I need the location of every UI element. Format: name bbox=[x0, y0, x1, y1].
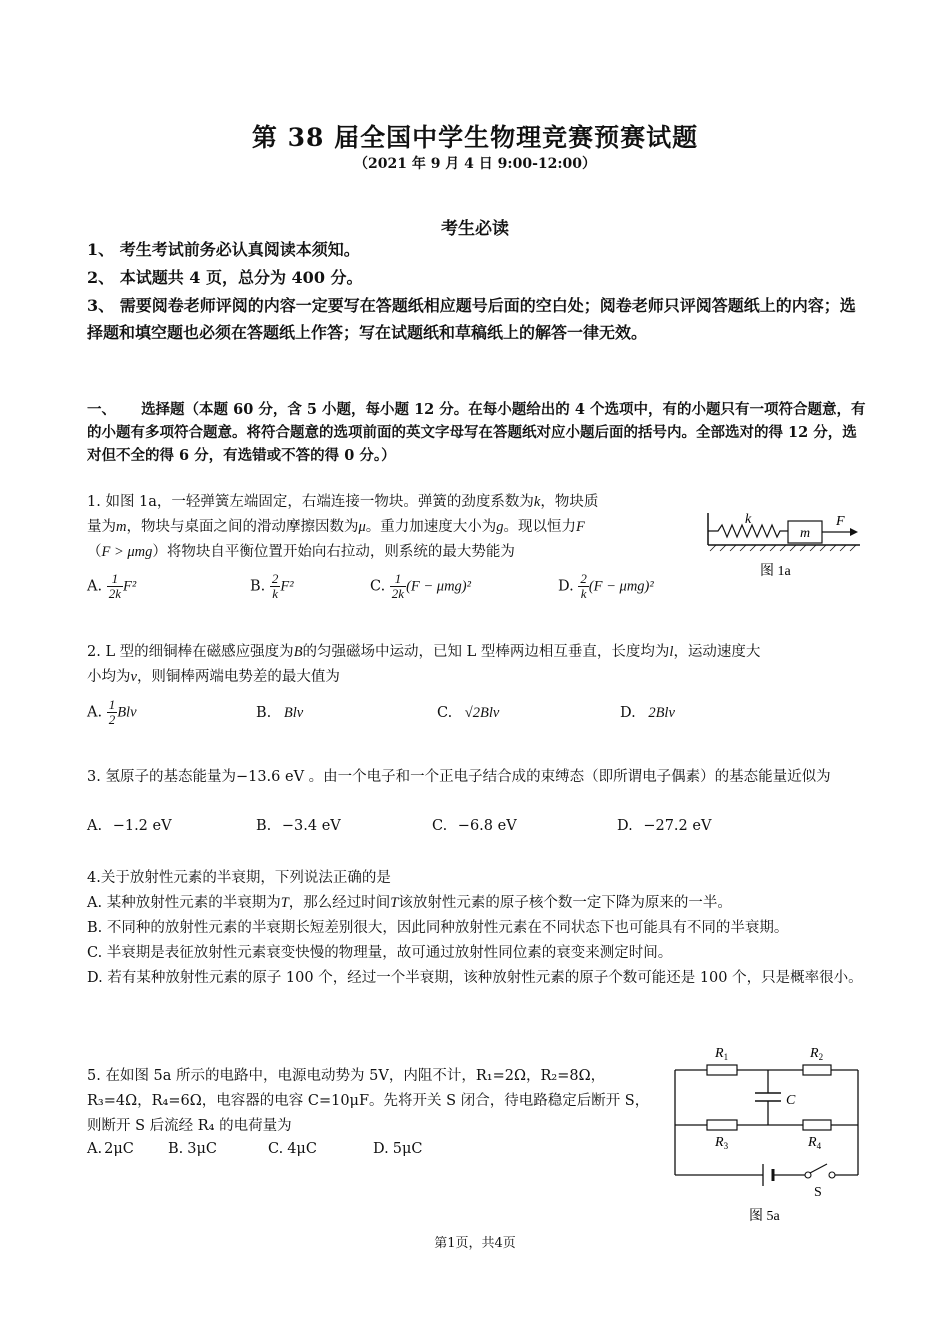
notice-rule-3: 3、 需要阅卷老师评阅的内容一定要写在答题纸相应题号后面的空白处；阅卷老师只评阅答题纸上的内容；选择题和填空题也必须在答题纸上作答；写在试题纸和草稿纸上的解答一律无效。 bbox=[87, 296, 856, 342]
q1-text-3b: ）将物块自平衡位置开始向右拉动，则系统的最大势能为 bbox=[152, 544, 515, 560]
q1-text-2b: ，物块与桌面之间的滑动摩擦因数为 bbox=[126, 519, 359, 535]
frac-den: 2k bbox=[108, 586, 121, 601]
q1-text-2d: 。现以恒力 bbox=[503, 519, 577, 535]
q1-option-a-tail: F² bbox=[122, 578, 137, 595]
q3-option-b bbox=[256, 818, 341, 834]
force-label: F bbox=[836, 514, 845, 529]
figure-5a-caption: 图 5a bbox=[749, 1209, 780, 1224]
q3-option-d-text: −27.2 eV bbox=[643, 818, 712, 834]
page-footer: 第1页，共4页 bbox=[434, 1236, 516, 1251]
resistor-r3 bbox=[707, 1120, 737, 1130]
frac-num: 1 bbox=[390, 572, 406, 587]
spring-label: k bbox=[745, 512, 752, 527]
q4-option-a bbox=[87, 891, 867, 916]
q3-option-a-text: −1.2 eV bbox=[112, 818, 172, 834]
q5-option-c bbox=[268, 1141, 317, 1157]
frac-den: k bbox=[580, 586, 587, 601]
frac-den: 2k bbox=[391, 586, 405, 601]
resistor-r2 bbox=[803, 1065, 831, 1075]
question-3-stem: 3. 氢原子的基态能量为−13.6 eV 。由一个电子和一个正电子结合成的束缚态（即所谓电子偶素）的基态能量近似为 bbox=[87, 769, 831, 785]
q3-option-d-label: D. bbox=[617, 818, 633, 834]
q2-text-1b: 的匀强磁场中运动，已知 L 型棒两边相互垂直，长度均为 bbox=[302, 644, 670, 660]
q5-option-b-text: 3μC bbox=[187, 1141, 218, 1157]
q1-option-a bbox=[87, 572, 136, 601]
force-arrowhead bbox=[850, 528, 858, 536]
q3-option-a bbox=[87, 818, 172, 834]
section-1-label: 一、 bbox=[87, 401, 116, 418]
table-hatch bbox=[710, 545, 856, 551]
q2-text-1a: 2. L 型的细铜棒在磁感应强度为 bbox=[87, 644, 294, 660]
question-2-stem bbox=[87, 640, 867, 690]
label-r1: $R_1$ bbox=[715, 1046, 729, 1062]
q1-option-c-tail: (F − μmg)² bbox=[406, 578, 471, 595]
q1-option-c bbox=[370, 572, 471, 601]
q1-option-a-fraction bbox=[107, 572, 123, 601]
q1-var-g: g bbox=[496, 519, 504, 535]
q1-option-b bbox=[250, 572, 294, 601]
q3-option-d bbox=[617, 818, 711, 834]
q5-option-d-text: 5μC bbox=[392, 1141, 423, 1157]
frac-num: 1 bbox=[108, 697, 116, 712]
q4-stem: 4.关于放射性元素的半衰期，下列说法正确的是 bbox=[87, 870, 391, 886]
resistor-r1 bbox=[707, 1065, 737, 1075]
q4-option-c: C. 半衰期是表征放射性元素衰变快慢的物理量，故可通过放射性同位素的衰变来测定时间。 bbox=[87, 945, 673, 961]
q1-var-k: k bbox=[533, 494, 541, 510]
figure-5a-circuit bbox=[665, 1040, 870, 1225]
q4-option-b: B. 不同种的放射性元素的半衰期长短差别很大，因此同种放射性元素在不同状态下也可能具有不同的半衰期。 bbox=[87, 920, 789, 936]
frac-den: 2 bbox=[108, 712, 116, 727]
figure-1a-spring-block bbox=[700, 505, 870, 585]
q1-text-2c: 。重力加速度大小为 bbox=[365, 519, 497, 535]
q2-option-d-label: D. bbox=[620, 705, 636, 721]
q1-var-mu: μ bbox=[358, 519, 366, 535]
block-label: m bbox=[800, 526, 811, 541]
q2-option-c-text: √2Blv bbox=[464, 705, 500, 721]
q4-option-d: D. 若有某种放射性元素的原子 100 个，经过一个半衰期，该种放射性元素的原子个数可能还是 100 个，只是概率很小。 bbox=[87, 970, 863, 986]
page-title: 第 38 届全国中学生物理竞赛预赛试题 bbox=[251, 123, 699, 152]
frac-num: 1 bbox=[107, 572, 123, 587]
q2-text-1c: ，运动速度大 bbox=[673, 644, 761, 660]
q1-text-2a: 量为 bbox=[87, 519, 116, 535]
q2-option-c-label: C. bbox=[437, 705, 453, 721]
q2-option-c bbox=[437, 705, 499, 722]
frac-den: k bbox=[272, 586, 279, 601]
battery bbox=[763, 1164, 773, 1186]
q1-option-a-label: A. bbox=[87, 578, 103, 595]
q4-a-text-2: ，那么经过时间 bbox=[288, 895, 391, 911]
q1-option-d-fraction bbox=[578, 572, 589, 601]
label-r2: $R_2$ bbox=[810, 1046, 824, 1062]
q4-var-T-2: T bbox=[390, 895, 399, 911]
q5-option-a bbox=[87, 1141, 134, 1157]
q1-condition: F > μmg bbox=[101, 544, 153, 560]
q3-option-b-text: −3.4 eV bbox=[281, 818, 341, 834]
question-5-stem: 5. 在如图 5a 所示的电路中，电源电动势为 5V，内阻不计，R₁=2Ω，R₂=8Ω，R₃=4Ω，R₄=6Ω，电容器的电容 C=10μF。先将开关 S 闭合，待电路稳定后断开 S，则断开 S 后流经 R₄ 的电荷量为 bbox=[87, 1068, 650, 1134]
q1-option-b-fraction bbox=[270, 572, 281, 601]
q2-text-2a: 小均为 bbox=[87, 669, 131, 685]
resistor-r4 bbox=[803, 1120, 831, 1130]
q1-text-1b: ，物块质 bbox=[540, 494, 599, 510]
notice-rule-1: 1、 考生考试前务必认真阅读本须知。 bbox=[87, 240, 360, 259]
label-switch: S bbox=[814, 1185, 822, 1200]
switch bbox=[805, 1164, 835, 1178]
q2-var-B: B bbox=[293, 644, 303, 660]
q5-option-d-label: D. bbox=[373, 1141, 389, 1157]
q1-option-d bbox=[558, 572, 654, 601]
q1-text-3a: （ bbox=[87, 544, 102, 560]
q2-option-b-label: B. bbox=[256, 705, 272, 721]
notice-rule-2: 2、 本试题共 4 页，总分为 400 分。 bbox=[87, 268, 363, 287]
frac-num: 2 bbox=[580, 571, 587, 586]
question-1-stem bbox=[87, 490, 687, 565]
label-capacitor: C bbox=[786, 1093, 796, 1108]
q5-option-b-label: B. bbox=[168, 1141, 184, 1157]
q2-option-b-text: Blv bbox=[283, 705, 304, 721]
section-1-instructions bbox=[87, 398, 867, 467]
exam-date: （2021 年 9 月 4 日 9:00-12:00） bbox=[353, 156, 597, 172]
q5-option-c-text: 4μC bbox=[287, 1141, 317, 1157]
q5-option-d bbox=[373, 1141, 422, 1157]
q5-option-b bbox=[168, 1141, 217, 1157]
q3-option-c-label: C. bbox=[432, 818, 448, 834]
q1-var-m: m bbox=[116, 519, 127, 535]
q5-option-a-label: A. bbox=[87, 1141, 103, 1157]
section-1-text: 选择题（本题 60 分，含 5 小题，每小题 12 分。在每小题给出的 4 个选项中，有的小题只有一项符合题意，有的小题有多项符合题意。将符合题意的选项前面的英文字母写在答题纸对应小题后面的括号内。全部选对的得 12 分，选对但不全的得 6 分，有选错或不答的得 0 分。） bbox=[87, 401, 866, 464]
q2-text-2b: ，则铜棒两端电势差的最大值为 bbox=[136, 669, 340, 685]
figure-1a-caption: 图 1a bbox=[760, 564, 791, 579]
notice-heading: 考生必读 bbox=[441, 219, 509, 239]
q3-option-c bbox=[432, 818, 517, 834]
q3-option-b-label: B. bbox=[256, 818, 272, 834]
q2-option-b bbox=[256, 705, 303, 722]
q2-option-a bbox=[87, 698, 137, 727]
q2-option-d-text: 2Blv bbox=[648, 705, 675, 721]
q1-option-d-tail: (F − μmg)² bbox=[588, 578, 654, 595]
label-r4: $R_4$ bbox=[808, 1135, 822, 1151]
q2-var-l: l bbox=[669, 644, 674, 660]
question-4 bbox=[87, 866, 867, 991]
q5-option-c-label: C. bbox=[268, 1141, 284, 1157]
q1-var-F: F bbox=[576, 519, 585, 535]
q4-var-T: T bbox=[280, 895, 289, 911]
capacitor bbox=[755, 1093, 781, 1101]
q4-a-text-1: A. 某种放射性元素的半衰期为 bbox=[87, 895, 281, 911]
q1-option-c-label: C. bbox=[370, 578, 386, 595]
q1-option-b-label: B. bbox=[250, 578, 266, 595]
q5-option-a-text: 2μC bbox=[104, 1141, 134, 1157]
frac-num: 2 bbox=[271, 571, 279, 586]
q3-option-a-label: A. bbox=[87, 818, 103, 834]
q2-var-v: v bbox=[130, 669, 137, 685]
q1-option-c-fraction bbox=[390, 572, 406, 601]
q1-option-d-label: D. bbox=[558, 578, 574, 595]
q4-a-text-3: 该放射性元素的原子核个数一定下降为原来的一半。 bbox=[398, 895, 732, 911]
label-r3: $R_3$ bbox=[715, 1135, 729, 1151]
q3-option-c-text: −6.8 eV bbox=[457, 818, 517, 834]
q1-text-1: 1. 如图 1a，一轻弹簧左端固定，右端连接一物块。弹簧的劲度系数为 bbox=[87, 494, 534, 510]
q2-option-a-tail: Blv bbox=[117, 704, 137, 721]
q2-option-d bbox=[620, 705, 675, 722]
q2-option-a-fraction bbox=[107, 698, 118, 727]
q2-option-a-label: A. bbox=[87, 704, 103, 721]
q1-option-b-tail: F² bbox=[280, 578, 294, 595]
